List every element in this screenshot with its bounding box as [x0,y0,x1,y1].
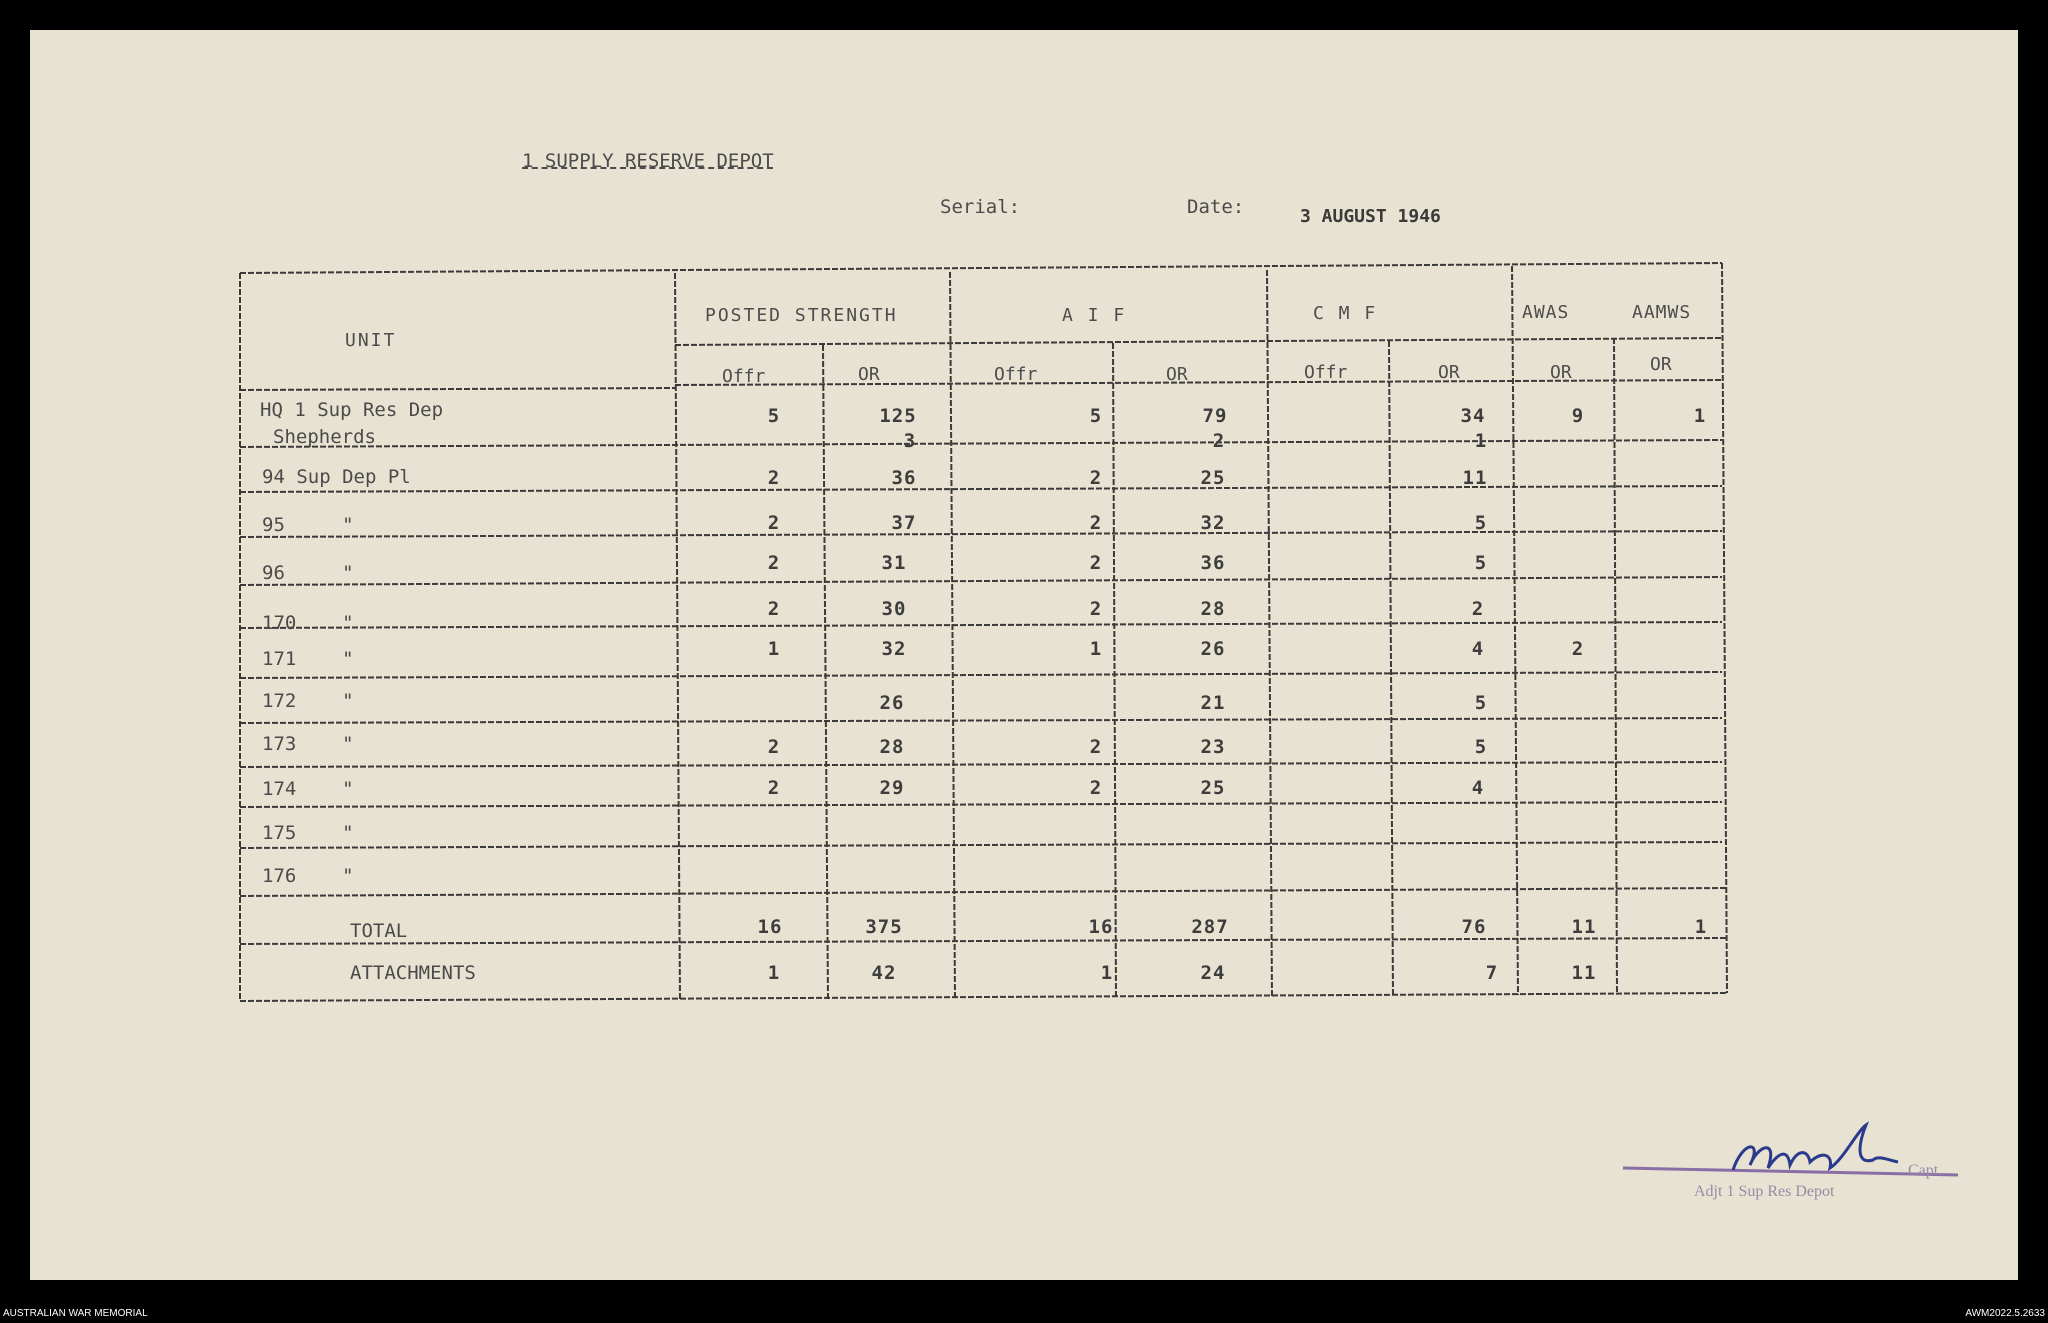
cell: 1 [1474,430,1488,452]
cell: 16 [1088,916,1114,938]
cell: 5 [1089,405,1103,427]
aif-offr-header: Offr [994,364,1038,385]
cell: 2 [1089,512,1103,534]
cell: 11 [1571,916,1597,938]
cell: 2 [767,552,781,574]
cell: 287 [1191,916,1229,938]
unit-label: 174 " [262,778,354,800]
unit-label: 173 " [262,733,354,755]
unit-label: 172 " [262,690,354,712]
date-label: Date: [1187,196,1245,218]
cell: 2 [767,736,781,758]
cell: 26 [879,692,905,714]
cell: 36 [891,467,917,489]
unit-label: 176 " [262,865,354,887]
unit-label: 171 " [262,648,354,670]
cell: 32 [881,638,907,660]
posted-strength-header: POSTED STRENGTH [705,305,898,326]
cell: 2 [767,512,781,534]
cell: 23 [1200,736,1226,758]
cell: 16 [757,916,783,938]
cell: 375 [865,916,903,938]
signature-rank: Capt. [1908,1162,1943,1179]
cell: 31 [881,552,907,574]
cell: 28 [879,736,905,758]
cell: 25 [1200,467,1226,489]
awas-or-header: OR [1550,362,1572,383]
cell: 7 [1485,962,1499,984]
unit-label: 96 " [262,562,354,584]
cell: 2 [767,467,781,489]
unit-column-header: UNIT [345,330,397,351]
cell: 2 [1571,638,1585,660]
cmf-header: C M F [1313,303,1378,324]
cell: 30 [881,598,907,620]
cell: 125 [879,405,917,427]
cell: 11 [1571,962,1597,984]
cell: 5 [1474,552,1488,574]
cell: 2 [767,777,781,799]
cell: 2 [1212,430,1226,452]
ps-offr-header: Offr [722,366,766,387]
cmf-or-header: OR [1438,362,1460,383]
cell: 26 [1200,638,1226,660]
cell: 2 [1089,777,1103,799]
cell: 32 [1200,512,1226,534]
unit-label: 94 Sup Dep Pl [262,466,411,488]
cell: 5 [1474,512,1488,534]
unit-label: 95 " [262,514,354,536]
attachments-label: ATTACHMENTS [350,962,476,984]
unit-label: Shepherds [273,426,376,448]
cell: 2 [1089,736,1103,758]
cell: 4 [1471,777,1485,799]
cell: 5 [1474,736,1488,758]
aamws-or-header: OR [1650,354,1672,375]
cell: 2 [1089,552,1103,574]
footer-accession-number: AWM2022.5.2633 [1965,1308,2045,1319]
unit-label: 175 " [262,822,354,844]
cell: 1 [767,638,781,660]
date-value: 3 AUGUST 1946 [1300,206,1441,227]
cell: 36 [1200,552,1226,574]
cell: 2 [1471,598,1485,620]
cell: 1 [1089,638,1103,660]
cell: 34 [1460,405,1486,427]
total-label: TOTAL [350,920,408,942]
serial-label: Serial: [940,196,1021,218]
cell: 5 [767,405,781,427]
cell: 4 [1471,638,1485,660]
cell: 11 [1462,467,1488,489]
cell: 28 [1200,598,1226,620]
cell: 37 [891,512,917,534]
cell: 76 [1461,916,1487,938]
cmf-offr-header: Offr [1304,362,1348,383]
cell: 24 [1200,962,1226,984]
cell: 21 [1200,692,1226,714]
cell: 5 [1474,692,1488,714]
document-title: 1 SUPPLY RESERVE DEPOT [522,150,774,172]
cell: 79 [1202,405,1228,427]
awas-header: AWAS [1522,302,1570,323]
cell: 29 [879,777,905,799]
cell: 2 [1089,467,1103,489]
aif-header: A I F [1062,305,1127,326]
aamws-header: AAMWS [1632,302,1692,323]
cell: 2 [1089,598,1103,620]
unit-label: 170 " [262,612,354,634]
cell: 25 [1200,777,1226,799]
aif-or-header: OR [1166,364,1188,385]
unit-label: HQ 1 Sup Res Dep [260,399,444,421]
cell: 9 [1571,405,1585,427]
cell: 1 [1100,962,1114,984]
footer-institution: AUSTRALIAN WAR MEMORIAL [3,1308,148,1319]
cell: 1 [1693,405,1707,427]
cell: 3 [903,430,917,452]
cell: 1 [767,962,781,984]
cell: 42 [871,962,897,984]
ps-or-header: OR [858,364,880,385]
cell: 2 [767,598,781,620]
adjutant-stamp: Adjt 1 Sup Res Depot [1694,1183,1835,1200]
cell: 1 [1694,916,1708,938]
